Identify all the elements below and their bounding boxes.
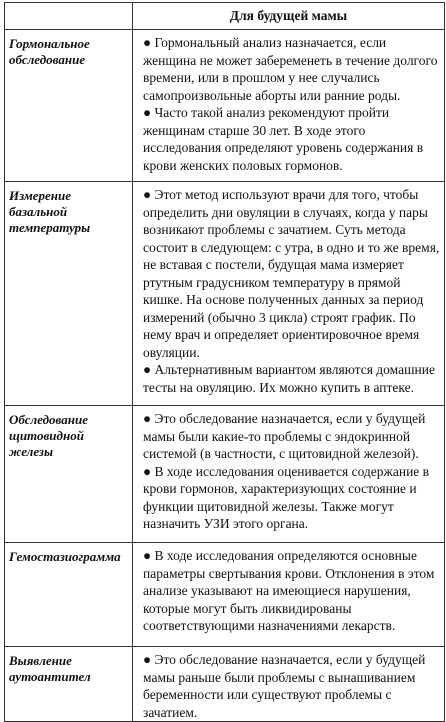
header-title: Для будущей мамы — [133, 3, 445, 30]
row-label: Гемостазиограмма — [5, 543, 133, 647]
table-row — [5, 406, 445, 543]
row-content — [133, 406, 445, 543]
bullet-text: ● Это обследование назначается, если у будущей мамы были какие-то проблемы с эндокринной системой (в частности, с щитовидной железой). — [143, 411, 426, 461]
table-row — [5, 182, 445, 406]
row-content — [133, 182, 445, 406]
row-label: Выявление аутоантител — [5, 647, 133, 722]
bullet-text: ● В ходе исследования оценивается содержание в крови гормонов, характеризующих состояние и функции щитовидной железы. Также могут назначить УЗИ этого органа. — [143, 463, 430, 531]
header-left-cell — [5, 3, 133, 30]
row-content — [133, 647, 445, 722]
table-row — [5, 543, 445, 647]
row-content — [133, 543, 445, 647]
exam-table — [4, 2, 445, 722]
row-label: Гормональное обследование — [5, 30, 133, 182]
row-label: Обследование щитовидной железы — [5, 406, 133, 543]
table-row — [5, 30, 445, 182]
bullet-text: ● Это обследование назначается, если у будущей мамы раньше были проблемы с вынашиванием беременности или существуют проблемы с зачатием. — [143, 652, 426, 720]
bullet-text: ● Часто такой анализ рекомендуют пройти женщинам старше 30 лет. В ходе этого исследования определяют уровень содержания в крови женских половых гормонов. — [143, 105, 424, 173]
bullet-text: ● Этот метод используют врачи для того, чтобы определить дни овуляции в случаях, когда у пары возникают проблемы с зачатием. Суть метода состоит в следующем: с утра, в одно и то же время, не вставая с постели, будущая мама измеряет ртутным градусником температуру в прямой кишке. На основе полученных данных за период измерений (обычно 3 цикла) строят график. По нему врач и определяет ориентировочное время овуляции. — [143, 187, 440, 360]
bullet-text: ● Гормональный анализ назначается, если женщина не может забеременеть в течение долгого времени, или в прошлом у нее случались самопроизвольные аборты или ранние роды. — [143, 35, 438, 103]
bullet-text: ● Альтернативным вариантом являются домашние тесты на овуляцию. Их можно купить в аптеке. — [143, 362, 435, 395]
row-label: Измерение базальной температуры — [5, 182, 133, 406]
bullet-text: ● В ходе исследования определяются основные параметры свертывания крови. Отклонения в этом анализе указывают на имеющиеся нарушения, которые могут быть ликвидированы соответствующими назначениями лекарств. — [143, 548, 435, 633]
table-row — [5, 647, 445, 722]
table-header-row — [5, 3, 445, 30]
row-content — [133, 30, 445, 182]
